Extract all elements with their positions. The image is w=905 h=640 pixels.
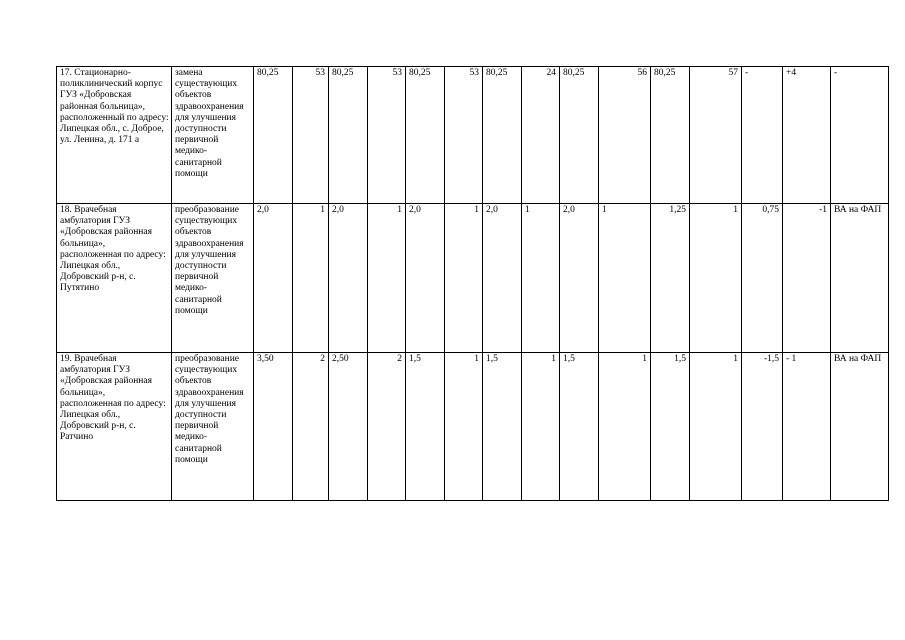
value-cell: 2,0 [406, 204, 445, 353]
value-cell: 53 [368, 67, 406, 204]
value-cell: 1,5 [560, 353, 599, 501]
measure-cell: преобразование существующих объектов здравоохранения для улучшения доступности первичной медико-санитарной помощи [172, 204, 254, 353]
measure-cell: замена существующих объектов здравоохранения для улучшения доступности первичной медико-санитарной помощи [172, 67, 254, 204]
value-cell: 2,0 [254, 204, 293, 353]
table-row [57, 353, 889, 501]
value-cell: 1 [522, 353, 560, 501]
value-cell: 3,50 [254, 353, 293, 501]
value-cell: 1 [522, 204, 560, 353]
value-cell: 2,0 [329, 204, 368, 353]
value-cell: 24 [522, 67, 560, 204]
value-cell: ВА на ФАП [831, 204, 889, 353]
value-cell: 53 [445, 67, 483, 204]
value-cell: 1 [690, 353, 742, 501]
value-cell: 80,25 [406, 67, 445, 204]
value-cell: 1 [690, 204, 742, 353]
value-cell: - [831, 67, 889, 204]
value-cell: 80,25 [254, 67, 293, 204]
object-cell: 19. Врачебная амбулатория ГУЗ «Добровская районная больница», расположенная по адресу: Липецкая обл., Добровский р-н, с. Ратчино [57, 353, 172, 501]
measure-cell: преобразование существующих объектов здравоохранения для улучшения доступности первичной медико-санитарной помощи [172, 353, 254, 501]
value-cell: 1,5 [651, 353, 690, 501]
value-cell: -1,5 [742, 353, 783, 501]
data-table [56, 66, 889, 501]
value-cell: 2 [368, 353, 406, 501]
value-cell: - [742, 67, 783, 204]
value-cell: 2,0 [483, 204, 522, 353]
value-cell: 80,25 [560, 67, 599, 204]
value-cell: 56 [599, 67, 651, 204]
value-cell: 0,75 [742, 204, 783, 353]
value-cell: 1,25 [651, 204, 690, 353]
value-cell: 1 [293, 204, 329, 353]
value-cell: 80,25 [329, 67, 368, 204]
value-cell: 80,25 [651, 67, 690, 204]
table-row [57, 67, 889, 204]
value-cell: 1 [368, 204, 406, 353]
value-cell: -1 [783, 204, 831, 353]
value-cell: 1 [445, 204, 483, 353]
value-cell: +4 [783, 67, 831, 204]
value-cell: 1 [445, 353, 483, 501]
value-cell: 1,5 [483, 353, 522, 501]
value-cell: - 1 [783, 353, 831, 501]
value-cell: 1 [599, 353, 651, 501]
value-cell: 53 [293, 67, 329, 204]
value-cell: ВА на ФАП [831, 353, 889, 501]
table-row [57, 204, 889, 353]
value-cell: 2 [293, 353, 329, 501]
value-cell: 57 [690, 67, 742, 204]
value-cell: 2,50 [329, 353, 368, 501]
value-cell: 1,5 [406, 353, 445, 501]
value-cell: 2,0 [560, 204, 599, 353]
value-cell: 80,25 [483, 67, 522, 204]
object-cell: 17. Стационарно-поликлинический корпус ГУЗ «Добровская районная больница», расположенный по адресу: Липецкая обл., с. Доброе, ул. Ленина, д. 171 а [57, 67, 172, 204]
value-cell: 1 [599, 204, 651, 353]
object-cell: 18. Врачебная амбулатория ГУЗ «Добровская районная больница», расположенная по адресу: Липецкая обл., Добровский р-н, с. Путятино [57, 204, 172, 353]
